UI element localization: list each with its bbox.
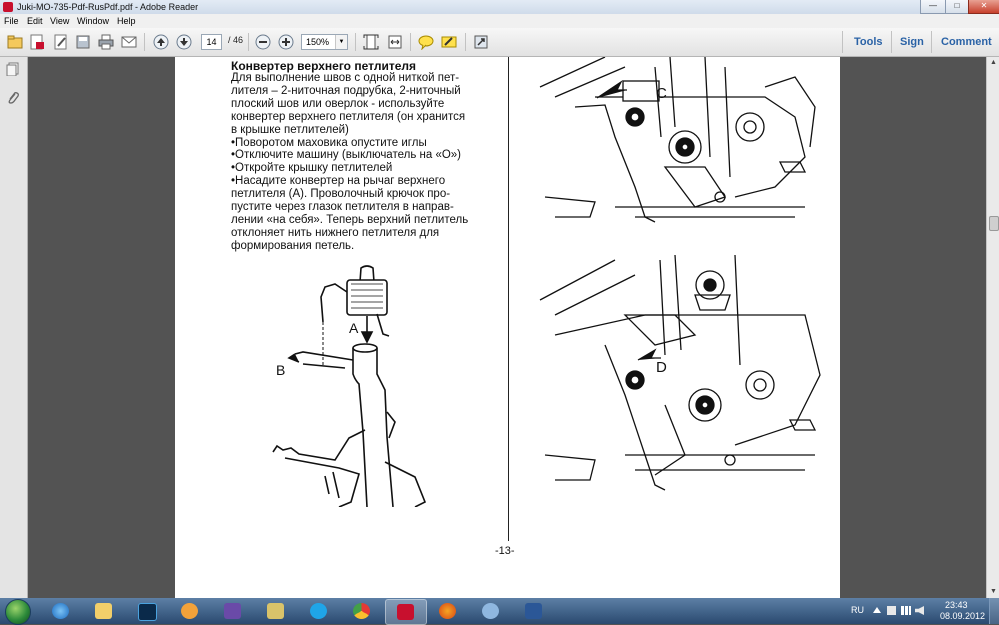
toolbar-divider	[465, 33, 466, 51]
menu-help[interactable]: Help	[117, 16, 136, 26]
skype-icon[interactable]	[299, 599, 339, 623]
toolbar-divider	[891, 31, 892, 53]
page-count: / 46	[228, 35, 244, 45]
toolbar-divider	[248, 33, 249, 51]
previous-page-icon[interactable]	[152, 33, 169, 50]
text-line: •Насадите конвертер на рычаг верхнего	[231, 175, 446, 188]
column-divider	[508, 57, 509, 541]
highlight-text-icon[interactable]	[440, 33, 457, 50]
scroll-down-icon[interactable]: ▼	[990, 588, 997, 595]
sign-pane-button[interactable]: Sign	[900, 36, 924, 48]
text-line: конвертер верхнего петлителя (он хранится	[231, 110, 466, 123]
text-line: пустите через глазок петлителя в направ-	[231, 201, 454, 214]
fit-width-icon[interactable]	[386, 33, 403, 50]
text-line: •Отключите машину (выключатель на «О»)	[231, 149, 462, 162]
zoom-select[interactable]	[301, 34, 348, 50]
internet-explorer-icon[interactable]	[41, 599, 81, 623]
toolbar-divider	[355, 33, 356, 51]
fit-page-icon[interactable]	[362, 33, 379, 50]
chevron-down-icon[interactable]: ▼	[335, 35, 347, 49]
language-indicator[interactable]: RU	[851, 605, 864, 615]
windows-taskbar	[0, 598, 999, 624]
media-player-icon[interactable]	[170, 599, 210, 623]
page-thumbnails-icon[interactable]	[6, 62, 20, 76]
create-pdf-icon[interactable]	[28, 33, 45, 50]
firefox-icon[interactable]	[428, 599, 468, 623]
toolbar-divider	[842, 31, 843, 53]
save-icon[interactable]	[74, 33, 91, 50]
sticky-note-icon[interactable]	[417, 33, 434, 50]
menu-window[interactable]: Window	[77, 16, 110, 26]
close-button[interactable]: ✕	[968, 0, 999, 14]
menu-edit[interactable]: Edit	[27, 16, 43, 26]
photoshop-icon[interactable]	[127, 599, 167, 623]
start-button[interactable]	[5, 599, 31, 625]
scroll-up-icon[interactable]: ▲	[990, 59, 997, 66]
comment-pane-button[interactable]: Comment	[941, 36, 992, 48]
edit-pdf-icon[interactable]	[52, 33, 69, 50]
tools-pane-button[interactable]: Tools	[854, 36, 883, 48]
adobe-reader-taskbar-icon[interactable]	[385, 599, 427, 625]
remote-connection-icon[interactable]	[471, 599, 511, 623]
text-line: Для выполнение швов с одной ниткой пет-	[231, 72, 460, 84]
title-bar	[0, 0, 999, 14]
page-number-input[interactable]: 14	[201, 34, 222, 50]
looper-converter-illustration	[265, 262, 445, 507]
flag-icon[interactable]	[887, 606, 896, 615]
adobe-reader-icon	[3, 2, 13, 12]
text-line: лителя – 2-ниточная подрубка, 2-ниточный	[231, 84, 461, 97]
pdf-page	[175, 57, 840, 598]
text-line: в крышке петлителей)	[231, 123, 349, 136]
window-title: Juki-MO-735-Pdf-RusPdf.pdf - Adobe Reader	[17, 2, 199, 12]
page-footer-number: -13-	[495, 545, 515, 557]
label-a: A	[349, 320, 359, 336]
network-icon[interactable]	[901, 606, 911, 615]
navigation-panel	[0, 57, 28, 598]
zoom-in-icon[interactable]	[277, 33, 294, 50]
text-line: лении «на себя». Теперь верхний петлитель	[231, 213, 469, 226]
minimize-button[interactable]: —	[920, 0, 946, 14]
full-screen-icon[interactable]	[472, 33, 489, 50]
section-heading: Конвертер верхнего петлителя	[231, 59, 417, 73]
menu-view[interactable]: View	[50, 16, 70, 26]
toolbox-icon[interactable]	[256, 599, 296, 623]
looper-mechanism-upper-illustration	[535, 57, 835, 227]
chrome-icon[interactable]	[342, 599, 382, 623]
looper-mechanism-lower-illustration	[535, 255, 835, 495]
menu-bar	[0, 14, 999, 28]
menu-file[interactable]: File	[4, 16, 19, 26]
maximize-button[interactable]: □	[945, 0, 969, 14]
zoom-out-icon[interactable]	[254, 33, 271, 50]
text-line: •Откройте крышку петлителей	[231, 162, 393, 175]
print-icon[interactable]	[97, 33, 114, 50]
label-d: D	[656, 359, 667, 376]
document-view[interactable]	[28, 57, 986, 598]
tray-arrow-icon[interactable]	[873, 607, 881, 613]
toolbar	[0, 28, 999, 57]
text-line: формирования петель.	[231, 239, 355, 252]
label-b: B	[276, 362, 286, 378]
toolbar-divider	[410, 33, 411, 51]
text-line: плоский шов или оверлок - используйте	[231, 97, 445, 110]
clock-time[interactable]: 23:43	[945, 600, 968, 610]
volume-icon[interactable]	[915, 606, 924, 615]
floppy-save-icon[interactable]	[213, 599, 253, 623]
word-icon[interactable]	[514, 599, 554, 623]
instructions-text	[231, 72, 501, 253]
scrollbar-thumb[interactable]	[989, 216, 999, 231]
text-line: отклоняет нить нижнего петлителя для	[231, 226, 440, 239]
toolbar-divider	[144, 33, 145, 51]
vertical-scrollbar[interactable]	[986, 57, 999, 598]
open-folder-icon[interactable]	[6, 33, 23, 50]
attachments-icon[interactable]	[6, 91, 20, 105]
text-line: •Поворотом маховика опустите иглы	[231, 136, 427, 149]
email-icon[interactable]	[120, 33, 137, 50]
zoom-value: 150%	[306, 37, 330, 47]
show-desktop-button[interactable]	[989, 598, 999, 624]
text-line: петлителя (А). Проволочный крючок про-	[231, 188, 451, 201]
next-page-icon[interactable]	[175, 33, 192, 50]
label-c: C	[656, 85, 667, 102]
file-explorer-icon[interactable]	[84, 599, 124, 623]
clock-date[interactable]: 08.09.2012	[940, 611, 986, 621]
toolbar-divider	[931, 31, 932, 53]
